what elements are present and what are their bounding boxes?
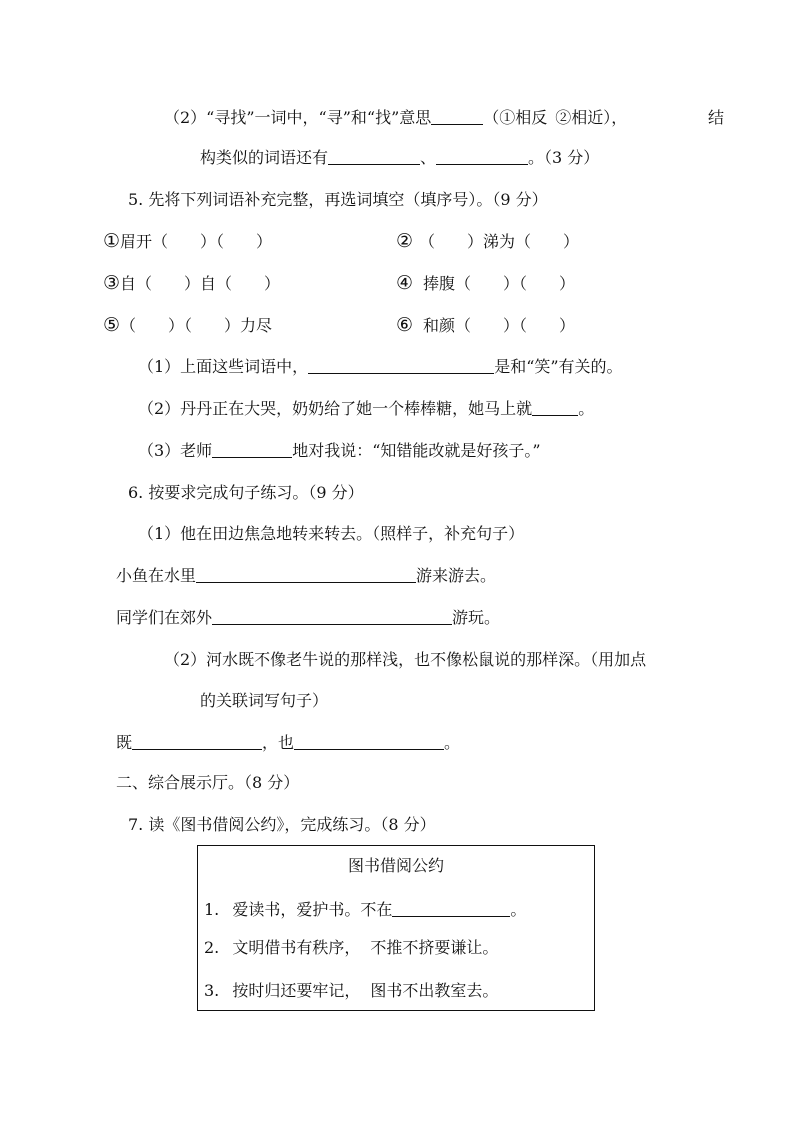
word-text: 眉开（ ）（ ） (120, 232, 273, 251)
word-item (396, 273, 575, 294)
item-number: ② (396, 230, 414, 252)
q5-sub1-text: （1）上面这些词语中， (138, 357, 309, 376)
item-number: 3. (204, 981, 220, 1000)
q6-part2-line1: （2）河水既不像老牛说的那样浅，也不像松鼠说的那样深。（用加点 (164, 650, 647, 669)
q5-sub1-text-end: 是和“笑”有关的。 (494, 357, 623, 376)
q5-sub2-text-end: 。 (578, 399, 595, 418)
q5-sub3-text: （3）老师 (138, 441, 213, 460)
answer-blank[interactable] (431, 108, 483, 125)
continuation: 结 (707, 108, 724, 127)
q6-fish-line (116, 566, 496, 586)
word-text: （ ）（ ）力尽 (120, 316, 273, 335)
answer-blank[interactable] (212, 608, 452, 625)
answer-blank[interactable] (436, 148, 528, 165)
q5-sub2-text: （2）丹丹正在大哭，奶奶给了她一个棒棒糖，她马上就 (138, 399, 533, 418)
item-number: ① (103, 230, 121, 252)
convention-item (204, 900, 526, 920)
item-number: 2. (204, 938, 220, 957)
q6-part1: （1）他在田边焦急地转来转去。（照样子，补充句子） (138, 524, 525, 543)
word-item (103, 231, 272, 252)
period: 。 (444, 733, 461, 752)
word-item (103, 273, 280, 294)
q6-class-line (116, 608, 500, 628)
ji-text: 既 (116, 733, 133, 752)
word-item (396, 231, 579, 252)
answer-blank[interactable] (196, 566, 416, 583)
item-number: 1. (204, 900, 220, 919)
q5-heading: 5. 先将下列词语补充完整，再选词填空（填序号）。（9 分） (128, 190, 548, 209)
item-text-end: 不推不挤要谦让。 (370, 938, 499, 957)
q5-sub3 (138, 441, 541, 461)
item-text-end: 图书不出教室去。 (370, 981, 499, 1000)
class-text-end: 游玩。 (452, 608, 501, 627)
box-title: 图书借阅公约 (347, 856, 444, 875)
item-text: 文明借书有秩序， (232, 938, 361, 957)
q6-part2-line2: 的关联词写句子） (200, 691, 329, 710)
q4-2-line2 (200, 148, 599, 168)
q4-2-prompt: （2）“寻找”一词中，“寻”和“找”意思 (164, 108, 432, 127)
word-text: 和颜（ ）（ ） (423, 316, 576, 335)
word-item (103, 315, 272, 336)
item-number: ⑥ (396, 314, 414, 336)
fish-text: 小鱼在水里 (116, 566, 197, 585)
q6-ji-line (116, 733, 460, 753)
item-number: ⑤ (103, 314, 121, 336)
option-1: （①相反 (483, 108, 548, 127)
word-item (396, 315, 575, 336)
q5-sub3-text-end: 地对我说：“知错能改就是好孩子。” (292, 441, 541, 460)
section-heading: 二、综合展示厅。（8 分） (116, 773, 300, 792)
class-text: 同学们在郊外 (116, 608, 213, 627)
answer-blank[interactable] (392, 900, 510, 917)
q5-sub2 (138, 399, 594, 419)
q4-2-text: 构类似的词语还有 (200, 148, 329, 167)
answer-blank[interactable] (328, 148, 420, 165)
separator: 、 (420, 148, 437, 167)
item-number: ③ (103, 272, 121, 294)
fish-text-end: 游来游去。 (416, 566, 497, 585)
library-convention-box (197, 845, 595, 1011)
q7-heading: 7. 读《图书借阅公约》，完成练习。（8 分） (128, 815, 436, 834)
answer-blank[interactable] (532, 399, 578, 416)
q6-heading: 6. 按要求完成句子练习。（9 分） (128, 483, 364, 502)
word-text: （ ）涕为（ ） (419, 232, 580, 251)
answer-blank[interactable] (294, 733, 444, 750)
q5-sub1 (138, 357, 623, 377)
option-2: ②相近）， (555, 108, 628, 127)
word-text: 捧腹（ ）（ ） (423, 274, 576, 293)
score: 。（3 分） (528, 148, 600, 167)
word-text: 自（ ）自（ ） (120, 274, 281, 293)
ye-text: ，也 (262, 733, 295, 752)
answer-blank[interactable] (308, 357, 494, 374)
item-text-end: 。 (510, 900, 527, 919)
q4-2-line1 (164, 108, 724, 128)
convention-item (204, 981, 498, 1001)
item-number: ④ (396, 272, 414, 294)
convention-item (204, 938, 498, 958)
item-text: 爱读书，爱护书。不在 (232, 900, 393, 919)
item-text: 按时归还要牢记， (232, 981, 361, 1000)
answer-blank[interactable] (132, 733, 262, 750)
answer-blank[interactable] (212, 441, 292, 458)
